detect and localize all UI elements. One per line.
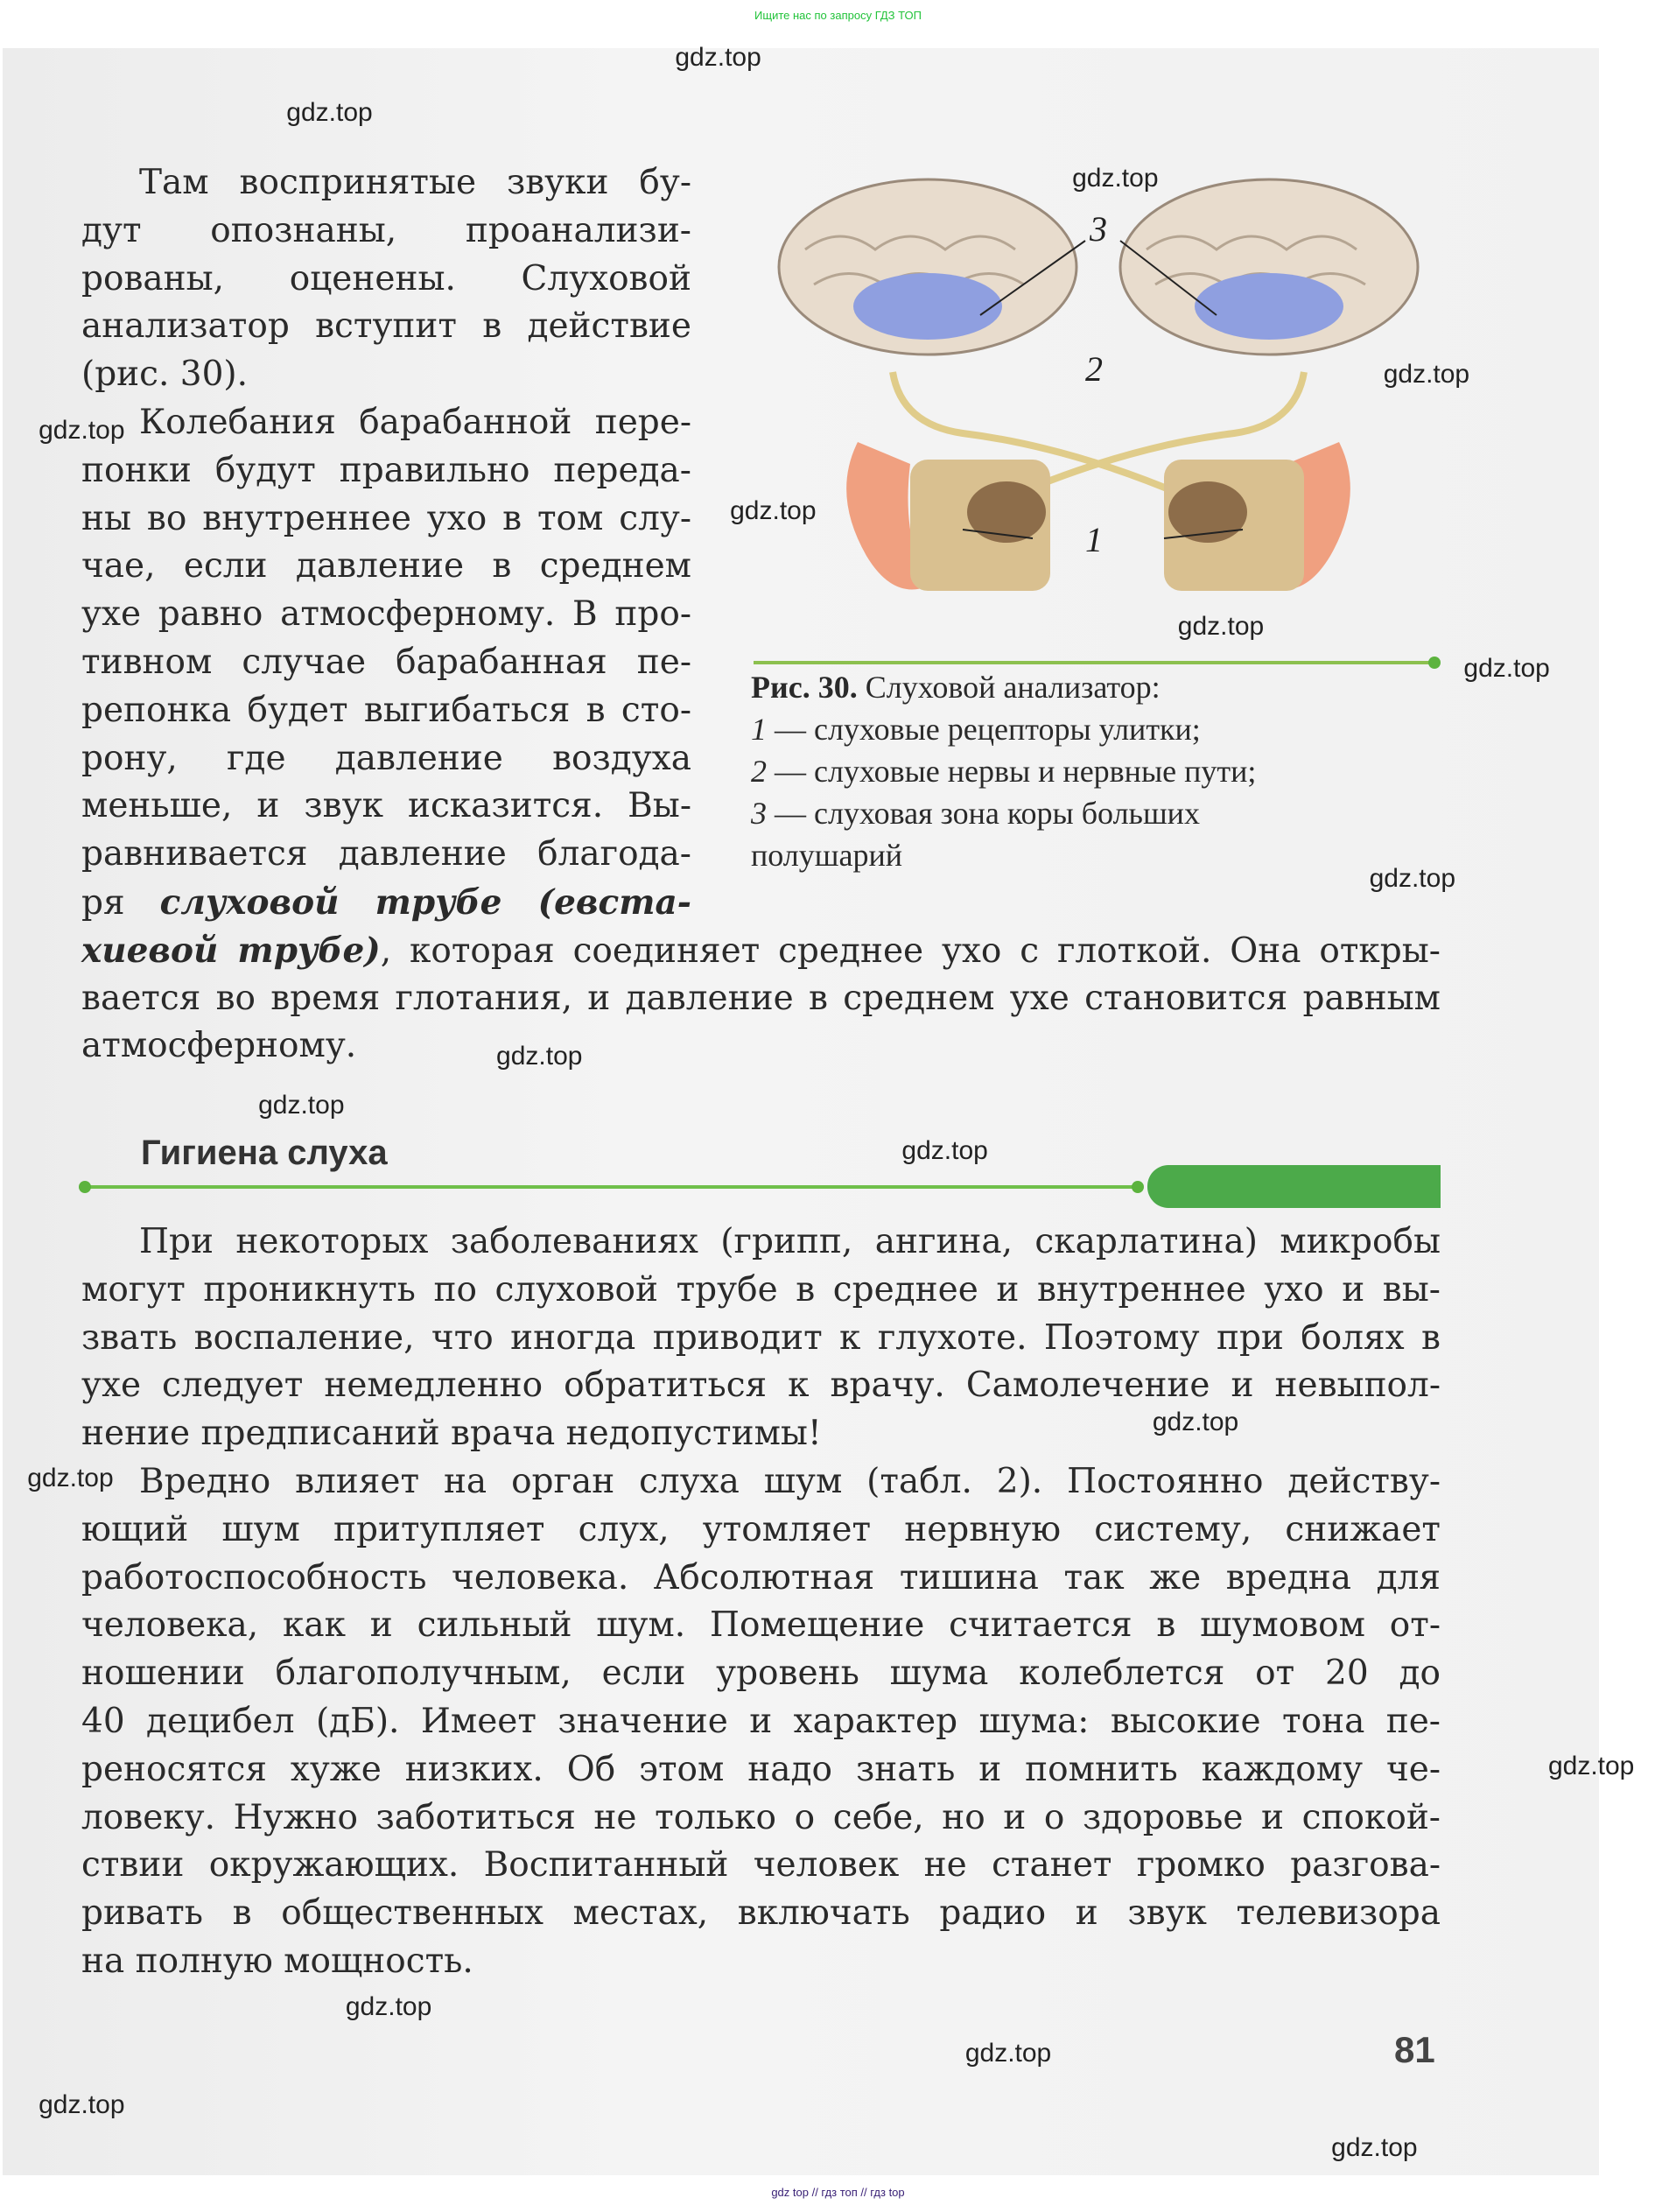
- text-segment: , которая соединяет среднее ухо с глоткой. Она откры-: [380, 930, 1441, 971]
- text-segment: могут проникнуть по слуховой трубе в среднее и внутреннее ухо и вы-: [81, 1269, 1441, 1310]
- text-line: [81, 1604, 1441, 1647]
- text-line: [81, 497, 691, 541]
- text-segment: звать воспаление, что иногда приводит к глухоте. Поэтому при болях в: [81, 1317, 1441, 1358]
- watermark-text: gdz.top: [496, 1041, 583, 1071]
- text-line: [81, 641, 691, 685]
- text-line: [81, 1748, 1441, 1792]
- text-line: [81, 1796, 1441, 1840]
- text-line: [81, 977, 1441, 1021]
- watermark-text: gdz.top: [286, 97, 373, 127]
- watermark-text: gdz.top: [1463, 654, 1550, 684]
- text-segment: нение предписаний врача недопустимы!: [81, 1414, 822, 1454]
- text-line: [81, 784, 691, 828]
- text-line: [81, 689, 691, 733]
- figure-label-1: 1: [1085, 520, 1103, 559]
- caption-item-text: — слуховые нервы и нервные пути;: [767, 754, 1257, 789]
- brain-left-illustration: [779, 179, 1076, 355]
- watermark-text: gdz.top: [1177, 612, 1265, 641]
- watermark-text: gdz.top: [964, 2038, 1052, 2068]
- text-line: [81, 353, 691, 397]
- page-number: 81: [1394, 2029, 1435, 2070]
- text-line: [81, 257, 691, 301]
- watermark-text: gdz.top: [675, 42, 761, 72]
- text-segment: на полную мощность.: [81, 1942, 473, 1981]
- watermark-text: gdz.top: [39, 416, 125, 446]
- text-segment: ловеку. Нужно заботиться не только о себе, но и о здоровье и спокой-: [81, 1797, 1441, 1837]
- text-line: [81, 209, 691, 253]
- text-segment: Там воспринятые звуки бу-: [139, 163, 691, 202]
- watermark-text: gdz.top: [345, 1991, 432, 2021]
- caption-item-3: [751, 794, 1200, 832]
- emphasized-term: слуховой трубе (евста-: [159, 882, 691, 923]
- text-line: [81, 1556, 1441, 1600]
- text-line: [81, 737, 691, 781]
- caption-number: Рис. 30.: [751, 670, 858, 705]
- divider-dot: [79, 1181, 91, 1193]
- caption-item-text: — слуховая зона коры больших: [767, 796, 1200, 831]
- text-line: [81, 832, 691, 876]
- text-segment: анализатор вступит в действие: [81, 306, 691, 347]
- watermark-text: gdz.top: [1383, 359, 1470, 389]
- text-segment: ношении благополучным, если уровень шума колеблется от 20 до: [81, 1654, 1441, 1694]
- text-line: [81, 1940, 1441, 1984]
- emphasized-term: хиевой трубе): [81, 930, 381, 971]
- text-segment: 40 децибел (дБ). Имеет значение и характер шума: высокие тона пе-: [81, 1702, 1441, 1741]
- text-segment: рованы, оценены. Слуховой: [81, 258, 691, 298]
- auditory-analyzer-figure: [753, 171, 1444, 648]
- text-line: [81, 305, 691, 348]
- heading-green-bar: [1147, 1165, 1441, 1208]
- text-line: [81, 1652, 1441, 1696]
- text-line: [81, 544, 691, 588]
- text-segment: чае, если давление в среднем: [81, 546, 691, 586]
- text-line: [81, 881, 691, 925]
- text-segment: ухе равно атмосферному. В про-: [81, 594, 691, 635]
- watermark-text: gdz.top: [1331, 2132, 1418, 2162]
- section-heading: Гигиена слуха: [141, 1134, 388, 1172]
- caption-item-2: [751, 752, 1256, 790]
- text-line: [81, 401, 691, 445]
- ear-left-illustration: [846, 442, 1050, 591]
- text-segment: При некоторых заболеваниях (грипп, ангина, скарлатина) микробы: [139, 1222, 1441, 1261]
- text-line: [81, 161, 691, 205]
- text-line: [81, 1460, 1441, 1504]
- top-banner[interactable]: Ищите нас по запросу ГДЗ ТОП: [754, 9, 922, 22]
- caption-divider: [754, 661, 1434, 664]
- text-segment: реносятся хуже низких. Об этом надо знать и помнить каждому че-: [81, 1749, 1441, 1789]
- caption-tail: полушарий: [751, 838, 902, 873]
- text-line: [81, 1268, 1441, 1312]
- caption-item-number: 1: [751, 712, 767, 747]
- text-segment: репонка будет выгибаться в сто-: [81, 690, 691, 730]
- text-line: [81, 1700, 1441, 1744]
- ear-right-illustration: [1164, 442, 1350, 591]
- text-segment: вается во время глотания, и давление в среднем ухе становится равным: [81, 978, 1441, 1018]
- text-segment: ствии окружающих. Воспитанный человек не станет громко разгова-: [81, 1845, 1441, 1885]
- brain-right-illustration: [1120, 179, 1418, 355]
- figure-caption-title: [751, 668, 1161, 706]
- text-segment: человека, как и сильный шум. Помещение считается в шумовом от-: [81, 1605, 1441, 1646]
- text-line: [81, 593, 691, 636]
- watermark-text: gdz.top: [39, 2090, 125, 2120]
- text-segment: ухе следует немедленно обратиться к врачу. Самолечение и невыпол-: [81, 1366, 1441, 1406]
- text-segment: (рис. 30).: [81, 355, 249, 395]
- text-segment: ны во внутреннее ухо в том слу-: [81, 498, 691, 538]
- text-segment: рону, где давление воздуха: [81, 738, 691, 778]
- text-line: [81, 1317, 1441, 1360]
- text-line: [81, 1843, 1441, 1887]
- bottom-banner[interactable]: gdz top // гдз топ // гдз top: [771, 2186, 905, 2199]
- text-segment: равнивается давление благода-: [81, 834, 691, 874]
- text-line: [81, 929, 1441, 973]
- text-segment: дут опознаны, проанализи-: [81, 210, 691, 250]
- text-line: [81, 1024, 1441, 1068]
- heading-divider: [85, 1185, 1138, 1189]
- divider-dot: [1428, 657, 1441, 669]
- text-segment: ривать в общественных местах, включать радио и звук телевизора: [81, 1893, 1441, 1934]
- text-segment: тивном случае барабанная пе-: [81, 643, 691, 682]
- caption-text: Слуховой анализатор:: [857, 670, 1161, 705]
- text-segment: Колебания барабанной пере-: [139, 403, 691, 442]
- text-segment: ющий шум притупляет слух, утомляет нервную систему, снижает: [81, 1509, 1441, 1549]
- watermark-text: gdz.top: [901, 1135, 988, 1165]
- watermark-text: gdz.top: [1547, 1751, 1635, 1780]
- caption-item-1: [751, 710, 1201, 748]
- watermark-text: gdz.top: [1072, 164, 1159, 193]
- watermark-text: gdz.top: [730, 496, 817, 526]
- text-segment: работоспособность человека. Абсолютная тишина так же вредна для: [81, 1557, 1441, 1598]
- text-line: [81, 1364, 1441, 1408]
- watermark-text: gdz.top: [258, 1091, 345, 1120]
- figure-label-3: 3: [1090, 209, 1107, 249]
- text-line: [81, 1508, 1441, 1552]
- watermark-text: gdz.top: [27, 1464, 114, 1493]
- text-segment: атмосферному.: [81, 1026, 357, 1066]
- text-line: [81, 1892, 1441, 1935]
- divider-dot: [1132, 1181, 1144, 1193]
- caption-item-number: 3: [751, 796, 767, 831]
- text-line: [81, 449, 691, 493]
- text-segment: Вредно влияет на орган слуха шум (табл. 2). Постоянно действу-: [139, 1462, 1441, 1501]
- caption-item-number: 2: [751, 754, 767, 789]
- watermark-text: gdz.top: [1369, 864, 1456, 894]
- text-segment: ря: [81, 883, 160, 923]
- text-line: [81, 1220, 1441, 1264]
- caption-item-text: — слуховые рецепторы улитки;: [767, 712, 1201, 747]
- text-segment: меньше, и звук исказится. Вы-: [81, 786, 691, 826]
- watermark-text: gdz.top: [1152, 1408, 1239, 1437]
- figure-label-2: 2: [1085, 349, 1103, 389]
- text-segment: понки будут правильно переда-: [81, 450, 691, 490]
